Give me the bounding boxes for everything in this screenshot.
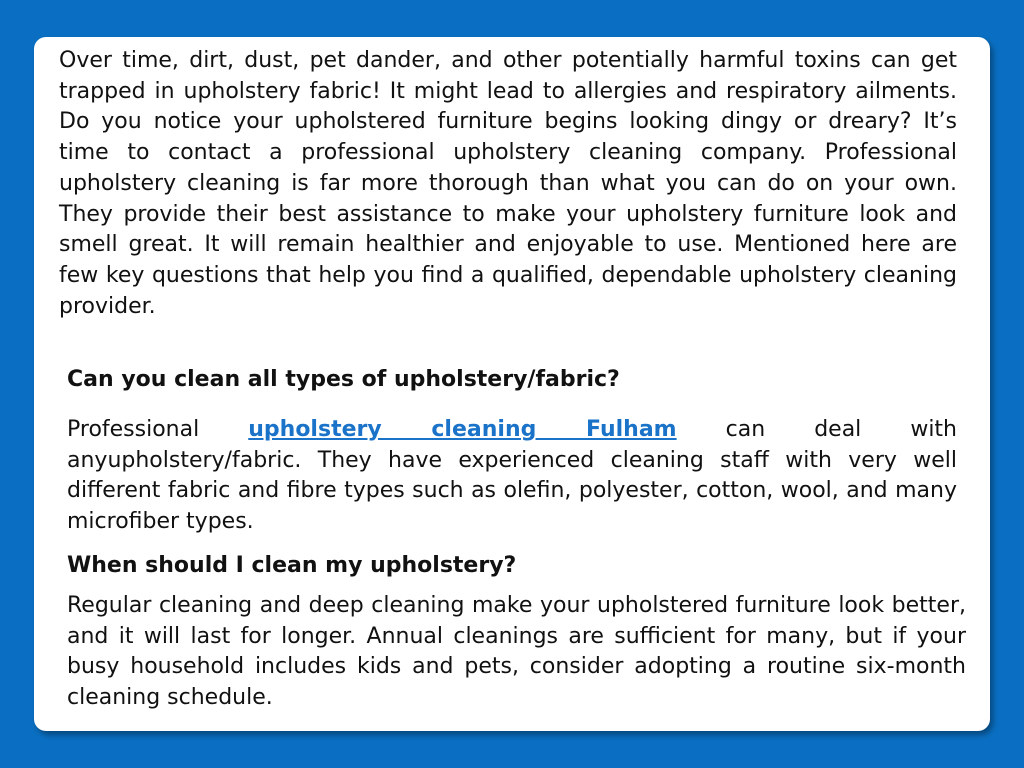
section-heading-when-to-clean: When should I clean my upholstery? <box>67 553 517 578</box>
upholstery-cleaning-fulham-link[interactable]: upholstery cleaning Fulham <box>248 417 677 442</box>
fabric-types-lead: Professional <box>67 417 200 442</box>
fabric-types-first-line <box>67 415 957 446</box>
when-to-clean-paragraph: Regular cleaning and deep cleaning make your upholstered furniture look better, and it will last for longer. Annual cleanings are sufficient for many, but if your busy household includes kids and pets, consider adopting a routine six-month cleaning schedule. <box>67 593 966 711</box>
fabric-types-paragraph <box>67 415 957 538</box>
fabric-types-rest: anyupholstery/fabric. They have experienced cleaning staff with very well different fabric and fibre types such as olefin, polyester, cotton, wool, and many microfiber types. <box>67 447 957 535</box>
section-heading-fabric-types: Can you clean all types of upholstery/fabric? <box>67 367 620 392</box>
fabric-types-lead-end: can deal with <box>725 417 957 442</box>
intro-paragraph: Over time, dirt, dust, pet dander, and other potentially harmful toxins can get trapped in upholstery fabric! It might lead to allergies and respiratory ailments. Do you notice your upholstered furniture begins looking dingy or dreary? It’s time to contact a professional upholstery cleaning company. Professional upholstery cleaning is far more thorough than what you can do on your own. They provide their best assistance to make your upholstery furniture look and smell great. It will remain healthier and enjoyable to use. Mentioned here are few key questions that help you find a qualified, dependable upholstery cleaning provider. <box>59 48 957 319</box>
